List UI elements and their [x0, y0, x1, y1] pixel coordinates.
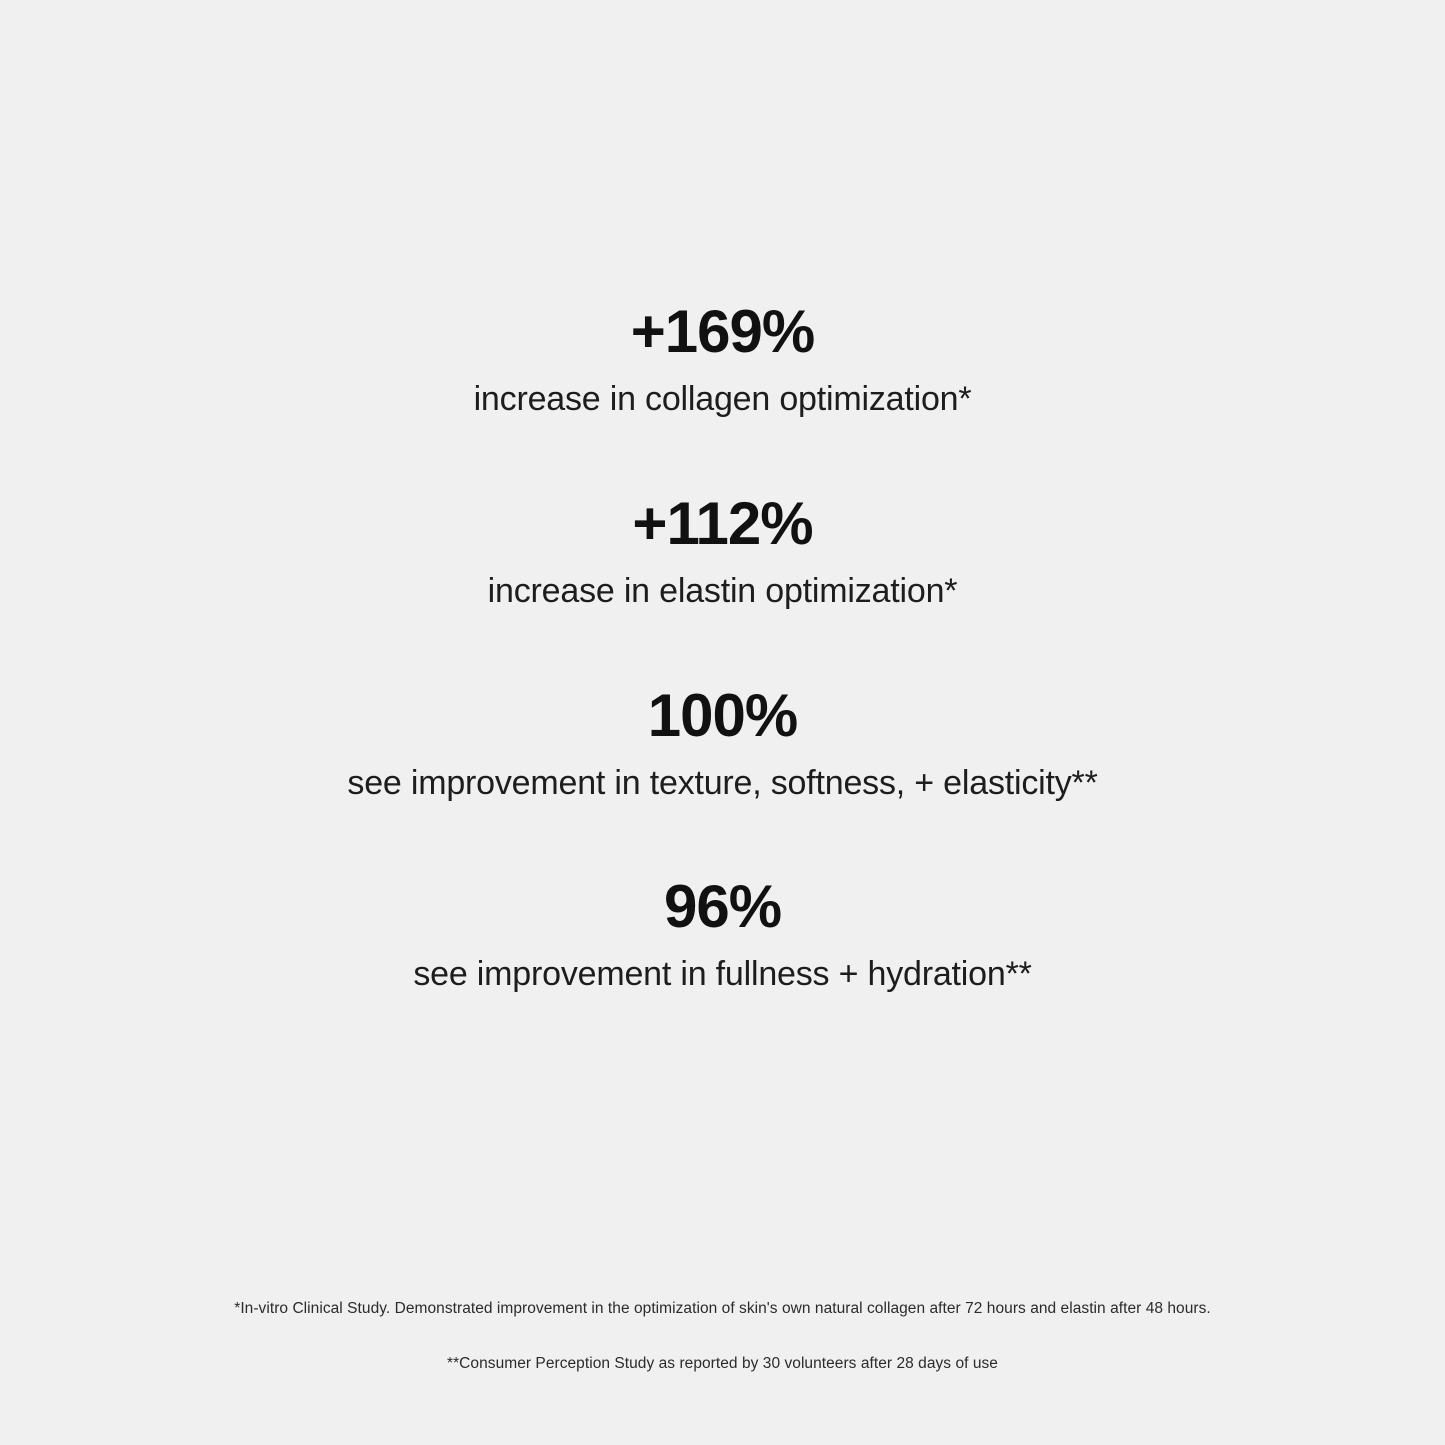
footnote-in-vitro-study: *In-vitro Clinical Study. Demonstrated improvement in the optimization of skin's own natural collagen after 72 hours and elastin after 48 hours.	[234, 1299, 1211, 1317]
stat-value-elastin: +112%	[632, 489, 813, 557]
stat-label-elastin: increase in elastin optimization*	[487, 571, 958, 610]
stats-list	[0, 300, 1445, 995]
stat-value-texture: 100%	[647, 681, 798, 749]
stat-label-collagen: increase in collagen optimization*	[473, 380, 972, 418]
stat-item-collagen	[0, 300, 1445, 420]
stat-label-texture: see improvement in texture, softness, + elasticity**	[347, 763, 1098, 802]
stat-item-elastin	[0, 489, 1445, 612]
footnote-consumer-study: **Consumer Perception Study as reported by 30 volunteers after 28 days of use	[447, 1355, 998, 1373]
footnotes	[0, 1298, 1445, 1375]
stat-item-fullness	[0, 875, 1445, 995]
stat-item-texture	[0, 681, 1445, 804]
stat-value-collagen: +169%	[630, 298, 815, 365]
stat-value-fullness: 96%	[663, 873, 782, 941]
stat-label-fullness: see improvement in fullness + hydration**	[413, 955, 1032, 994]
